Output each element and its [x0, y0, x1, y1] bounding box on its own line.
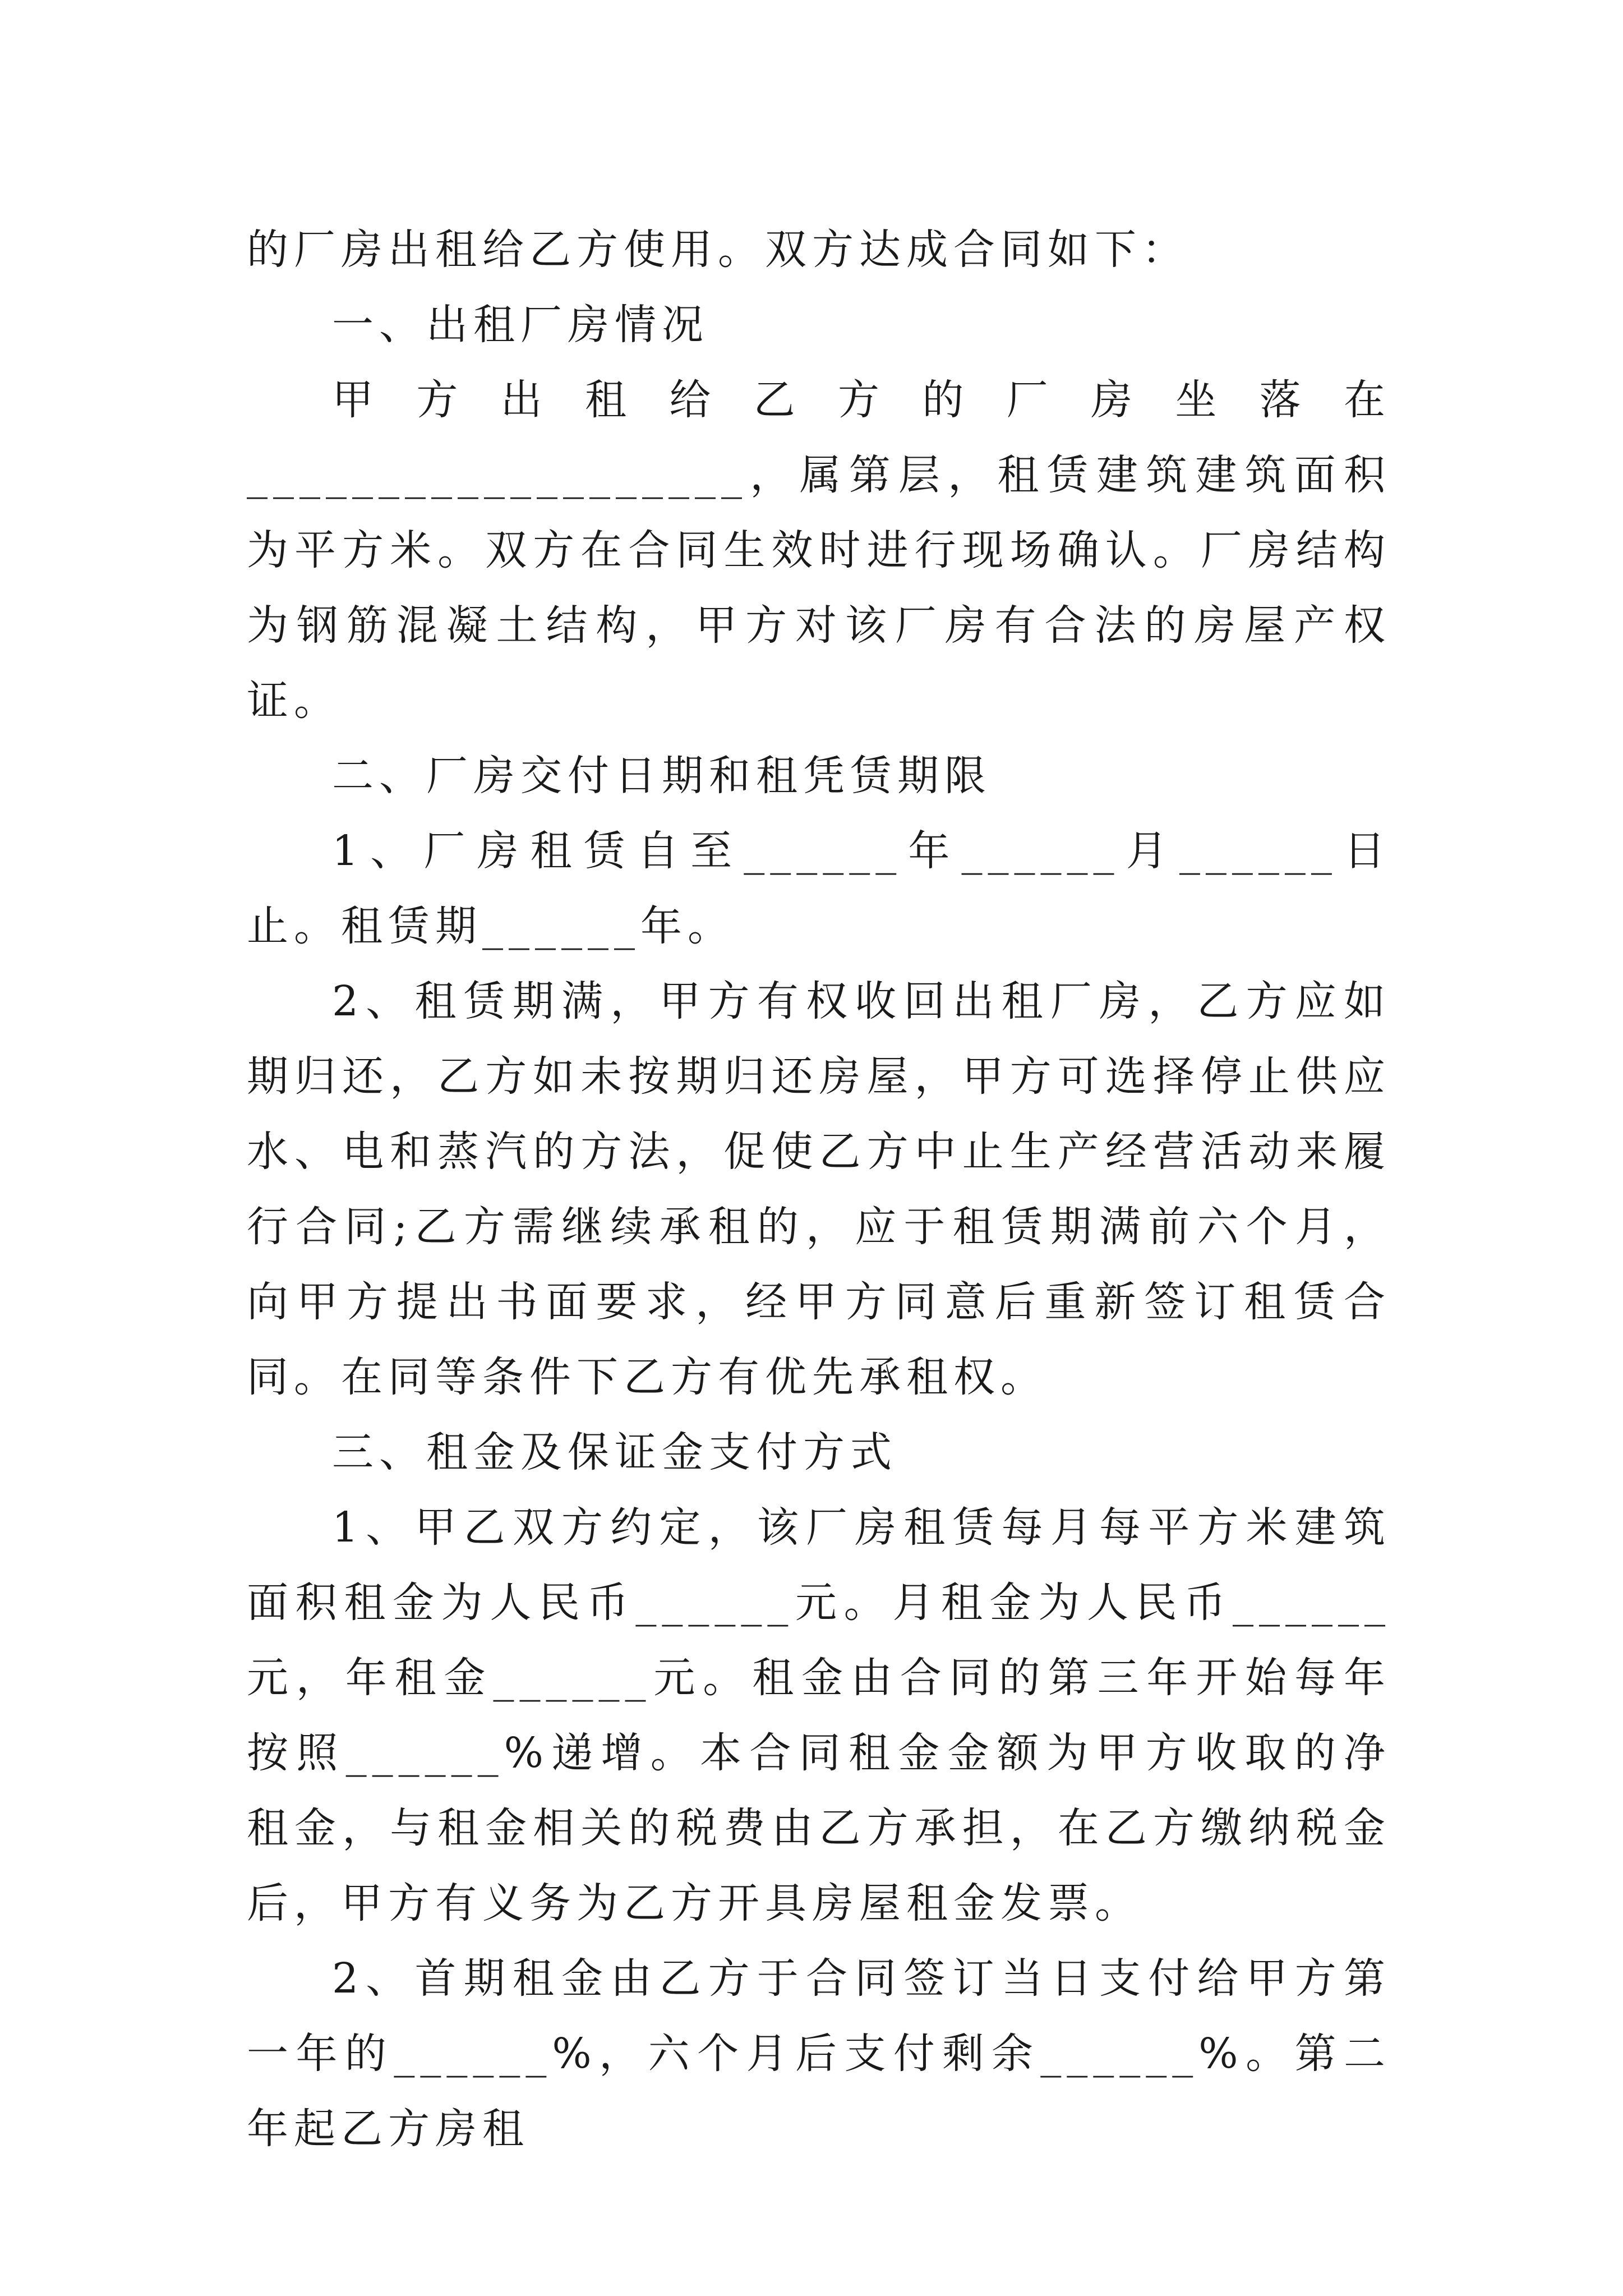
section-heading-2: 二、厂房交付日期和租凭赁期限	[332, 752, 992, 800]
section-heading-1: 一、出租厂房情况	[332, 301, 709, 349]
paragraph-lease-term: 1、厂房租赁自至______年______月______日止。租赁期______年。	[247, 827, 1391, 950]
section-heading-3: 三、租金及保证金支付方式	[332, 1428, 897, 1476]
paragraph-rent-amount: 1、甲乙双方约定，该厂房租赁每月每平方米建筑面积租金为人民币______元。月租金为人民币______元，年租金______元。租金由合同的第三年开始每年按照______%递增。本合同租金金额为甲方收取的净租金，与租金相关的税费由乙方承担，在乙方缴纳税金后，甲方有义务为乙方开具房屋租金发票。	[247, 1503, 1391, 1927]
paragraph-location: 甲方出租给乙方的厂房坐落在___________________，属第层，租赁建筑建筑面积为平方米。双方在合同生效时进行现场确认。厂房结构为钢筋混凝土结构，甲方对该厂房有合法的房屋产权证。	[247, 376, 1391, 725]
paragraph-intro: 的厂房出租给乙方使用。双方达成合同如下：	[247, 226, 1189, 274]
paragraph-first-payment: 2、首期租金由乙方于合同签订当日支付给甲方第一年的______%，六个月后支付剩余______%。第二年起乙方房租	[247, 1954, 1391, 2153]
contract-body	[247, 212, 1391, 2166]
paragraph-lease-expiry: 2、租赁期满，甲方有权收回出租厂房，乙方应如期归还，乙方如未按期归还房屋，甲方可选择停止供应水、电和蒸汽的方法，促使乙方中止生产经营活动来履行合同;乙方需继续承租的，应于租赁期满前六个月，向甲方提出书面要求，经甲方同意后重新签订租赁合同。在同等条件下乙方有优先承租权。	[247, 977, 1391, 1401]
